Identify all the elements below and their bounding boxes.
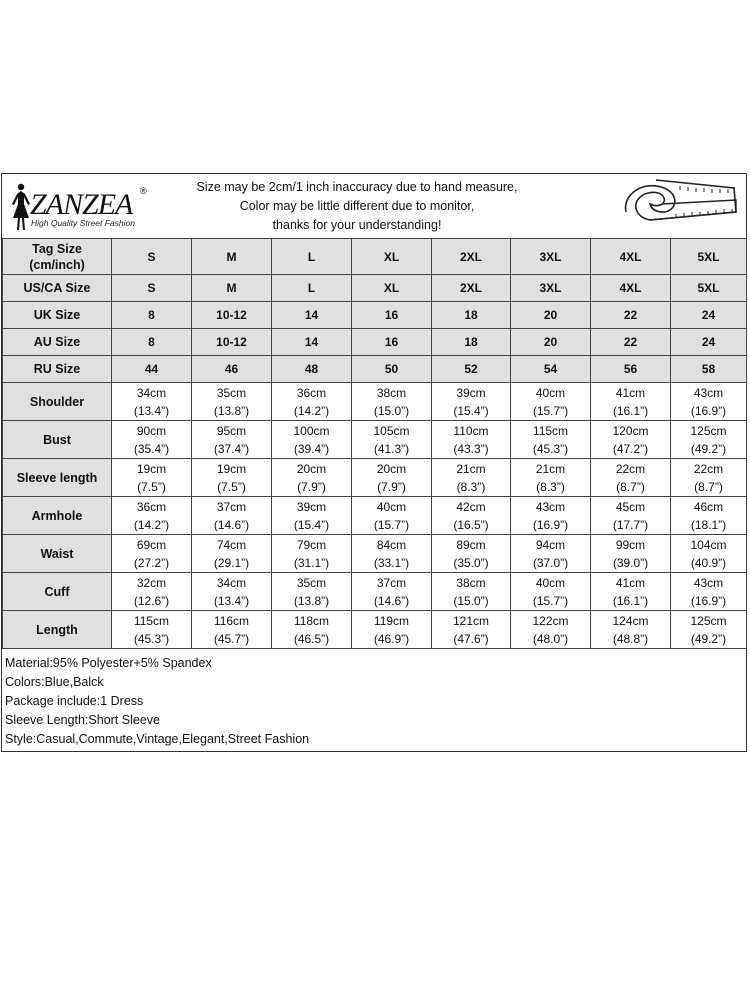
size-cell: 5XL: [671, 239, 747, 275]
cm-value: 21cm: [456, 461, 486, 476]
size-row: [3, 302, 747, 329]
size-cell: 18: [432, 329, 511, 356]
size-cell: 4XL: [591, 275, 671, 302]
measurement-row: [3, 611, 747, 649]
cm-value: 94cm: [535, 537, 566, 552]
inch-value: (29.1”): [213, 555, 250, 570]
inch-value: (15.4”): [293, 517, 330, 532]
cm-value: 115cm: [133, 613, 170, 628]
measurement-cell: [272, 573, 352, 611]
measurement-cell: [511, 611, 591, 649]
size-cell: S: [112, 239, 192, 275]
measurement-cell: [192, 535, 272, 573]
measurement-cell: [591, 383, 671, 421]
size-row: [3, 329, 747, 356]
inch-value: (45.3”): [532, 441, 569, 456]
measurement-cell: [591, 497, 671, 535]
cm-value: 37cm: [216, 499, 247, 514]
inch-value: (45.7”): [213, 631, 250, 646]
cm-value: 69cm: [136, 537, 167, 552]
measurement-cell: [352, 421, 432, 459]
size-cell: XL: [352, 239, 432, 275]
measurement-cell: [272, 535, 352, 573]
sleeve-line: Sleeve Length:Short Sleeve: [5, 713, 160, 727]
measurement-cell: [671, 421, 747, 459]
cm-value: 110cm: [453, 423, 489, 438]
inch-value: (39.0”): [612, 555, 649, 570]
measurement-cell: [671, 383, 747, 421]
cm-value: 22cm: [615, 461, 646, 476]
inch-value: (47.6”): [453, 631, 489, 646]
size-cell: 44: [112, 356, 192, 383]
inch-value: (33.1”): [373, 555, 410, 570]
size-cell: S: [112, 275, 192, 302]
inch-value: (13.8”): [293, 593, 330, 608]
cm-value: 41cm: [615, 385, 646, 400]
cm-value: 36cm: [136, 499, 167, 514]
inch-value: (43.3”): [453, 441, 489, 456]
inch-value: (49.2”): [690, 631, 727, 646]
size-cell: 52: [432, 356, 511, 383]
measurement-cell: [352, 535, 432, 573]
measurement-cell: [112, 383, 192, 421]
measurement-cell: [272, 611, 352, 649]
size-cell: 24: [671, 329, 747, 356]
size-cell: L: [272, 275, 352, 302]
size-cell: 48: [272, 356, 352, 383]
cm-value: 38cm: [456, 575, 486, 590]
cm-value: 22cm: [693, 461, 724, 476]
inch-value: (16.1”): [612, 403, 649, 418]
inch-value: (8.7”): [694, 479, 723, 494]
inch-value: (16.9”): [532, 517, 569, 532]
row-label: Cuff: [3, 573, 112, 611]
measurement-cell: [591, 535, 671, 573]
row-label: Tag Size (cm/inch): [3, 239, 112, 275]
cm-value: 99cm: [615, 537, 646, 552]
brand-logo: [6, 180, 156, 234]
measurement-cell: [432, 497, 511, 535]
inch-value: (13.4”): [133, 403, 170, 418]
size-cell: 8: [112, 302, 192, 329]
cm-value: 40cm: [535, 385, 566, 400]
measurement-cell: [192, 421, 272, 459]
cm-value: 39cm: [456, 385, 486, 400]
cm-value: 104cm: [690, 537, 727, 552]
measurement-cell: [671, 573, 747, 611]
measurement-row: [3, 573, 747, 611]
inch-value: (46.5”): [293, 631, 330, 646]
measurement-cell: [192, 497, 272, 535]
size-cell: 22: [591, 302, 671, 329]
measurement-row: [3, 421, 747, 459]
inch-value: (37.4”): [213, 441, 250, 456]
inch-value: (12.6”): [133, 593, 170, 608]
cm-value: 115cm: [532, 423, 569, 438]
size-cell: 4XL: [591, 239, 671, 275]
size-cell: 2XL: [432, 239, 511, 275]
cm-value: 43cm: [693, 385, 724, 400]
inch-value: (16.1”): [612, 593, 649, 608]
size-cell: 3XL: [511, 275, 591, 302]
size-cell: L: [272, 239, 352, 275]
cm-value: 40cm: [535, 575, 566, 590]
inch-value: (15.7”): [532, 593, 569, 608]
inch-value: (15.7”): [373, 517, 410, 532]
measurement-cell: [671, 459, 747, 497]
style-line: Style:Casual,Commute,Vintage,Elegant,Street Fashion: [5, 732, 310, 746]
cm-value: 20cm: [376, 461, 407, 476]
measurement-cell: [591, 459, 671, 497]
inch-value: (15.4”): [453, 403, 489, 418]
measurement-cell: [511, 421, 591, 459]
size-row: [3, 275, 747, 302]
size-chart-frame: [1, 173, 747, 752]
measurement-cell: [272, 421, 352, 459]
inch-value: (13.8”): [213, 403, 250, 418]
inch-value: (49.2”): [690, 441, 727, 456]
cm-value: 116cm: [213, 613, 250, 628]
cm-value: 21cm: [535, 461, 566, 476]
size-cell: 56: [591, 356, 671, 383]
measurement-cell: [591, 611, 671, 649]
size-cell: 22: [591, 329, 671, 356]
size-row: [3, 356, 747, 383]
size-cell: 54: [511, 356, 591, 383]
inch-value: (39.4”): [293, 441, 330, 456]
measurement-cell: [112, 497, 192, 535]
row-label: Sleeve length: [3, 459, 112, 497]
row-label: Waist: [3, 535, 112, 573]
cm-value: 46cm: [693, 499, 724, 514]
cm-value: 34cm: [136, 385, 167, 400]
measurement-cell: [432, 535, 511, 573]
cm-value: 19cm: [136, 461, 167, 476]
size-cell: 14: [272, 329, 352, 356]
cm-value: 40cm: [376, 499, 407, 514]
inch-value: (16.9”): [690, 403, 727, 418]
row-label: UK Size: [3, 302, 112, 329]
cm-value: 125cm: [690, 613, 727, 628]
size-cell: 20: [511, 302, 591, 329]
row-label: US/CA Size: [3, 275, 112, 302]
row-label: AU Size: [3, 329, 112, 356]
row-label: Shoulder: [3, 383, 112, 421]
cm-value: 39cm: [296, 499, 327, 514]
colors-line: Colors:Blue,Balck: [5, 675, 104, 689]
measurement-cell: [432, 421, 511, 459]
cm-value: 19cm: [216, 461, 247, 476]
inch-value: (8.7”): [616, 479, 645, 494]
cm-value: 42cm: [456, 499, 486, 514]
inch-value: (8.3”): [536, 479, 565, 494]
cm-value: 74cm: [216, 537, 247, 552]
chart-header: [2, 174, 746, 239]
inch-value: (18.1”): [690, 517, 727, 532]
cm-value: 36cm: [296, 385, 327, 400]
measuring-tape-icon: [616, 174, 742, 234]
inch-value: (7.5”): [137, 479, 166, 494]
measurement-row: [3, 459, 747, 497]
size-cell: M: [192, 275, 272, 302]
registered-mark: ®: [140, 186, 147, 196]
cm-value: 124cm: [612, 613, 649, 628]
size-row: [3, 239, 747, 275]
inch-value: (14.6”): [373, 593, 410, 608]
inch-value: (45.3”): [133, 631, 170, 646]
row-label: Length: [3, 611, 112, 649]
size-cell: 14: [272, 302, 352, 329]
measurement-row: [3, 535, 747, 573]
inch-value: (17.7”): [612, 517, 649, 532]
notice-line: Size may be 2cm/1 inch inaccuracy due to hand measure,: [196, 180, 518, 194]
measurement-cell: [511, 383, 591, 421]
cm-value: 95cm: [216, 423, 247, 438]
inch-value: (31.1”): [293, 555, 330, 570]
cm-value: 37cm: [376, 575, 407, 590]
inch-value: (15.0”): [453, 593, 489, 608]
cm-value: 41cm: [615, 575, 646, 590]
cm-value: 32cm: [136, 575, 167, 590]
inch-value: (15.7”): [532, 403, 569, 418]
measurement-cell: [192, 573, 272, 611]
cm-value: 120cm: [612, 423, 649, 438]
measurement-cell: [192, 459, 272, 497]
measurement-cell: [192, 383, 272, 421]
measurement-cell: [192, 611, 272, 649]
inch-value: (48.0”): [532, 631, 569, 646]
cm-value: 35cm: [216, 385, 247, 400]
inch-value: (37.0”): [532, 555, 569, 570]
cm-value: 79cm: [296, 537, 327, 552]
cm-value: 38cm: [376, 385, 407, 400]
size-cell: M: [192, 239, 272, 275]
measurement-cell: [671, 535, 747, 573]
measurement-notice: [192, 178, 522, 235]
measurement-cell: [511, 573, 591, 611]
product-info: [5, 654, 309, 749]
inch-value: (47.2”): [612, 441, 649, 456]
inch-value: (7.9”): [297, 479, 326, 494]
measurement-cell: [112, 421, 192, 459]
material-line: Material:95% Polyester+5% Spandex: [5, 656, 212, 670]
inch-value: (27.2”): [133, 555, 170, 570]
inch-value: (16.9”): [690, 593, 727, 608]
measurement-cell: [352, 459, 432, 497]
cm-value: 45cm: [615, 499, 646, 514]
size-cell: 20: [511, 329, 591, 356]
size-cell: 10-12: [192, 329, 272, 356]
inch-value: (15.0”): [373, 403, 410, 418]
measurement-cell: [671, 611, 747, 649]
measurement-cell: [112, 459, 192, 497]
size-cell: 5XL: [671, 275, 747, 302]
cm-value: 122cm: [532, 613, 569, 628]
measurement-cell: [432, 573, 511, 611]
measurement-cell: [112, 611, 192, 649]
notice-line: thanks for your understanding!: [272, 218, 442, 232]
inch-value: (48.8”): [612, 631, 649, 646]
size-cell: 18: [432, 302, 511, 329]
size-cell: 2XL: [432, 275, 511, 302]
inch-value: (35.4”): [133, 441, 170, 456]
measurement-cell: [352, 611, 432, 649]
inch-value: (7.9”): [377, 479, 406, 494]
package-line: Package include:1 Dress: [5, 694, 144, 708]
cm-value: 20cm: [296, 461, 327, 476]
inch-value: (35.0”): [453, 555, 489, 570]
measurement-cell: [432, 611, 511, 649]
inch-value: (8.3”): [456, 479, 486, 494]
measurement-cell: [511, 459, 591, 497]
cm-value: 105cm: [373, 423, 410, 438]
size-cell: 46: [192, 356, 272, 383]
measurement-cell: [511, 535, 591, 573]
measurement-cell: [352, 383, 432, 421]
inch-value: (40.9”): [690, 555, 727, 570]
row-label: RU Size: [3, 356, 112, 383]
size-cell: 24: [671, 302, 747, 329]
size-cell: 16: [352, 329, 432, 356]
size-cell: 8: [112, 329, 192, 356]
measurement-cell: [352, 497, 432, 535]
inch-value: (14.6”): [213, 517, 250, 532]
cm-value: 43cm: [535, 499, 566, 514]
notice-line: Color may be little different due to monitor,: [239, 199, 475, 213]
measurement-cell: [272, 383, 352, 421]
inch-value: (16.5”): [453, 517, 489, 532]
cm-value: 100cm: [293, 423, 330, 438]
cm-value: 89cm: [456, 537, 486, 552]
measurement-cell: [112, 573, 192, 611]
measurement-cell: [112, 535, 192, 573]
measurement-row: [3, 383, 747, 421]
inch-value: (41.3”): [373, 441, 410, 456]
brand-tagline: High Quality Street Fashion: [31, 218, 135, 228]
measurement-cell: [671, 497, 747, 535]
size-cell: 3XL: [511, 239, 591, 275]
inch-value: (46.9”): [373, 631, 410, 646]
size-cell: 58: [671, 356, 747, 383]
measurement-cell: [511, 497, 591, 535]
size-cell: XL: [352, 275, 432, 302]
measurement-cell: [272, 459, 352, 497]
measurement-cell: [432, 383, 511, 421]
measurement-cell: [591, 421, 671, 459]
row-label: Armhole: [3, 497, 112, 535]
measurement-cell: [432, 459, 511, 497]
measurement-cell: [272, 497, 352, 535]
size-cell: 50: [352, 356, 432, 383]
measurement-cell: [591, 573, 671, 611]
inch-value: (14.2”): [293, 403, 330, 418]
cm-value: 118cm: [293, 613, 330, 628]
cm-value: 35cm: [296, 575, 327, 590]
cm-value: 119cm: [373, 613, 410, 628]
measurement-row: [3, 497, 747, 535]
cm-value: 84cm: [376, 537, 407, 552]
size-cell: 10-12: [192, 302, 272, 329]
size-cell: 16: [352, 302, 432, 329]
cm-value: 121cm: [452, 613, 490, 628]
measurement-cell: [352, 573, 432, 611]
inch-value: (7.5”): [217, 479, 246, 494]
cm-value: 125cm: [690, 423, 727, 438]
cm-value: 34cm: [216, 575, 247, 590]
inch-value: (13.4”): [213, 593, 250, 608]
brand-name: ZANZEA: [30, 188, 133, 221]
inch-value: (14.2”): [133, 517, 170, 532]
cm-value: 90cm: [136, 423, 167, 438]
cm-value: 43cm: [693, 575, 724, 590]
row-label: Bust: [3, 421, 112, 459]
size-table: [2, 238, 747, 649]
